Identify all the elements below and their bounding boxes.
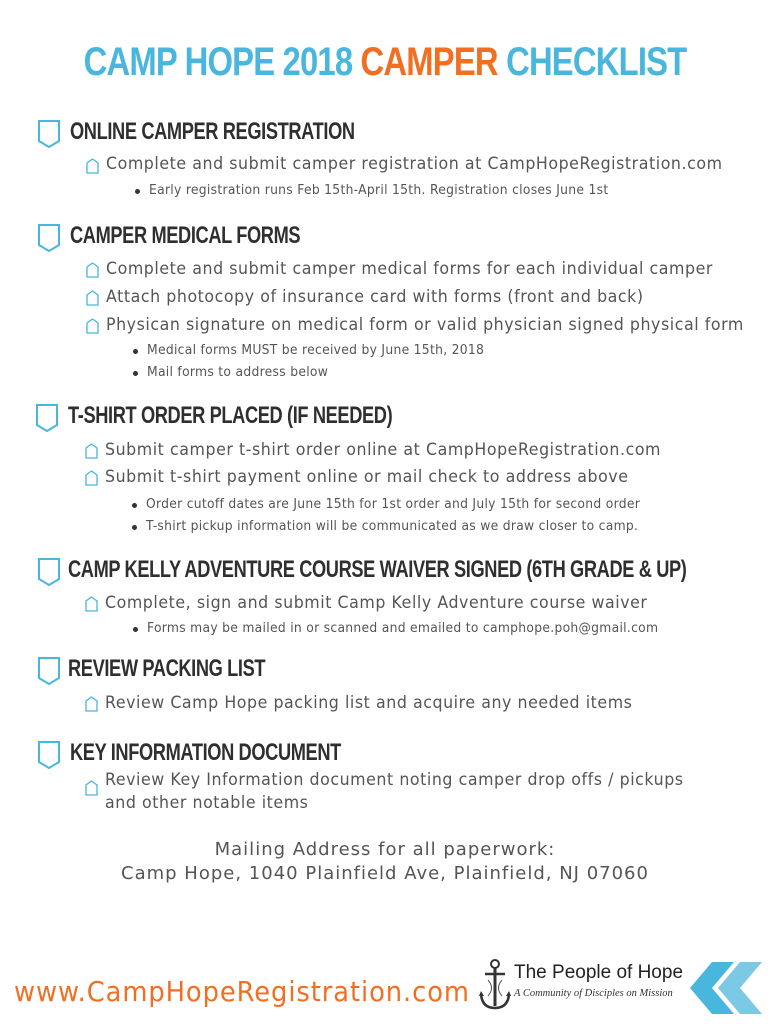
footer-url-link[interactable]: www.CampHopeRegistration.com: [14, 975, 470, 1008]
checklist-item: Complete and submit camper medical forms for each individual camper: [106, 259, 713, 279]
bullet-note: Mail forms to address below: [147, 365, 329, 380]
checklist-item: Physican signature on medical form or valid physician signed physical form: [106, 315, 744, 335]
checkbox-icon[interactable]: [85, 780, 98, 796]
checkbox-icon[interactable]: [38, 224, 60, 250]
checkbox-icon[interactable]: [38, 741, 60, 767]
section-title: T-SHIRT ORDER PLACED (IF NEEDED): [68, 402, 393, 429]
checkbox-icon[interactable]: [36, 404, 58, 430]
bullet-note: Medical forms MUST be received by June 15th, 2018: [147, 343, 485, 358]
section-title: KEY INFORMATION DOCUMENT: [70, 739, 341, 766]
checkbox-icon[interactable]: [86, 262, 99, 278]
checkbox-icon[interactable]: [86, 158, 99, 174]
checkbox-icon[interactable]: [38, 657, 60, 683]
anchor-icon: [478, 958, 512, 1014]
logo-name: The People of Hope: [514, 962, 684, 983]
bullet-dot: [132, 503, 137, 508]
checklist-item: Complete, sign and submit Camp Kelly Adventure course waiver: [105, 593, 648, 613]
checklist-item: Submit t-shirt payment online or mail check to address above: [105, 467, 629, 487]
checkbox-icon[interactable]: [85, 696, 98, 712]
bullet-note: Order cutoff dates are June 15th for 1st order and July 15th for second order: [146, 497, 641, 512]
title-part-1: CAMP HOPE 2018: [83, 40, 353, 84]
checkbox-icon[interactable]: [85, 443, 98, 459]
bullet-note: Forms may be mailed in or scanned and emailed to camphope.poh@gmail.com: [147, 621, 659, 636]
checklist-item: Submit camper t-shirt order online at CampHopeRegistration.com: [105, 440, 662, 460]
checkbox-icon[interactable]: [38, 120, 60, 146]
section-title: ONLINE CAMPER REGISTRATION: [70, 118, 355, 145]
logo-tagline: A Community of Disciples on Mission: [514, 988, 673, 999]
people-of-hope-logo: [478, 958, 684, 1014]
bullet-dot: [132, 525, 137, 530]
bullet-dot: [135, 189, 140, 194]
section-title: CAMPER MEDICAL FORMS: [70, 222, 301, 249]
checkbox-icon[interactable]: [86, 318, 99, 334]
bullet-dot: [133, 371, 138, 376]
checkbox-icon[interactable]: [38, 558, 60, 584]
checklist-item: Complete and submit camper registration at CampHopeRegistration.com: [106, 154, 723, 174]
mailing-address: Camp Hope, 1040 Plainfield Ave, Plainfield, NJ 07060: [121, 863, 649, 884]
checklist-item: Review Key Information document noting camper drop offs / pickups: [105, 770, 684, 790]
checkbox-icon[interactable]: [85, 596, 98, 612]
checklist-item: Review Camp Hope packing list and acquire any needed items: [105, 693, 633, 713]
bullet-note: T-shirt pickup information will be communicated as we draw closer to camp.: [146, 519, 639, 534]
checkbox-icon[interactable]: [86, 290, 99, 306]
mailing-label: Mailing Address for all paperwork:: [214, 839, 556, 860]
double-chevron-icon: [690, 962, 762, 1014]
bullet-dot: [133, 627, 138, 632]
title-part-2: CAMPER: [360, 40, 498, 84]
bullet-note: Early registration runs Feb 15th-April 15th. Registration closes June 1st: [149, 183, 609, 198]
bullet-dot: [133, 349, 138, 354]
checklist-item: Attach photocopy of insurance card with forms (front and back): [106, 287, 644, 307]
section-title: CAMP KELLY ADVENTURE COURSE WAIVER SIGNED (6TH GRADE & UP): [68, 556, 687, 583]
section-title: REVIEW PACKING LIST: [68, 655, 266, 682]
page-title: [69, 40, 700, 85]
checkbox-icon[interactable]: [85, 470, 98, 486]
title-part-3: CHECKLIST: [506, 40, 687, 84]
checklist-item-continued: and other notable items: [105, 793, 309, 813]
